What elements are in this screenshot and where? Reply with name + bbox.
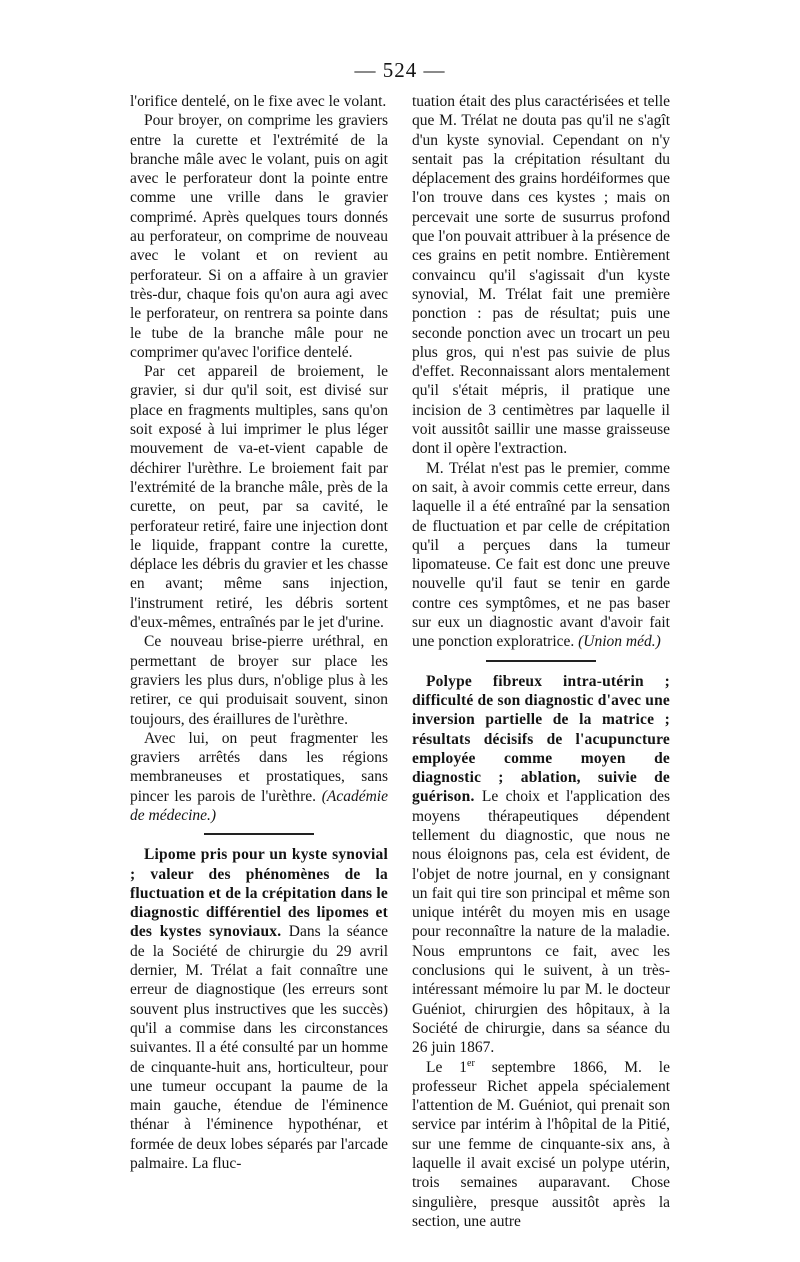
- paragraph-text: septembre 1866, M. le professeur Richet appela spécialement l'attention de M. Guéniot, qui prenait son service par intérim à l'hôpital de la Pitié, sur une femme de cinquante-six ans, à laquelle il avait excisé un polype utérin, trois semaines auparavant. Chose singulière, presque aussitôt après la section, une autre: [412, 1058, 670, 1230]
- paragraph-lead: Le 1: [426, 1058, 468, 1076]
- paragraph-text: Avec lui, on peut fragmenter les graviers arrêtés dans les régions membraneuses et prostatiques, sans pincer les parois de l'urèthre.: [130, 729, 388, 805]
- section-divider: [486, 660, 596, 662]
- paragraph: tuation était des plus caractérisées et telle que M. Trélat ne douta pas qu'il ne s'agît d'un kyste synovial. Cependant on n'y sentait pas la crépitation résultant du déplacement des grains hordéiformes que l'on trouve dans ces kystes ; mais on percevait une sorte de susurrus profond que l'on pouvait attribuer à la présence de ces grains en petit nombre. Entièrement convaincu qu'il s'agissait d'un kyste synovial, M. Trélat fait une première ponction : pas de résultat; puis une seconde ponction avec un trocart un peu plus gros, qui n'est pas suivie de plus d'effet. Reconnaissant alors mentalement qu'il s'était mépris, il pratique une incision de 3 centimètres par laquelle il voit aussitôt saillir une masse graisseuse dont il opère l'extraction.: [412, 93, 671, 458]
- paragraph: [412, 1058, 670, 1232]
- article-body: Le choix et l'application des moyens thérapeutiques dépendent tellement du diagnostic, que nous ne nous éloignons pas, cela est évident, de l'objet de notre journal, en y consignant un fait qui tire son principal et même son unique intérêt du moyen mis en usage pour reconnaître la nature de la maladie. Nous empruntons ce fait, avec les conclusions qui le suivent, à un très-intéressant mémoire lu par M. le docteur Guéniot, chirurgien des hôpitaux, à la Société de chirurgie, dans sa séance du 26 juin 1867.: [412, 788, 670, 1057]
- source-citation: (Académie de médecine.): [130, 787, 388, 824]
- paragraph: Pour broyer, on comprime les graviers entre la curette et l'extrémité de la branche mâle avec le volant, puis on agit avec le perforateur dont la pointe entre comme une vrille dans le gravier comprimé. Après quelques tours donnés au perforateur, on comprime de nouveau avec le volant et on revient au perforateur. Si on a affaire à un gravier très-dur, chaque fois qu'on aura agi avec le perforateur, on rentrera sa pointe dans le tube de la branche mâle pour ne comprimer qu'avec l'orifice dentelé.: [130, 112, 388, 361]
- paragraph: [412, 459, 670, 652]
- article-heading: Lipome pris pour un kyste synovial ; valeur des phénomènes de la fluctuation et de la crépitation dans le diagnostic différentiel des lipomes et des kystes synoviaux.: [130, 846, 388, 941]
- paragraph: Par cet appareil de broiement, le gravier, si dur qu'il soit, est divisé sur place en fragments multiples, sans qu'on soit exposé à lui imprimer le plus léger mouvement de va-et-vient capable de déchirer l'urèthre. Le broiement fait par l'extrémité de la branche mâle, près de la curette, on peut, par sa cavité, le perforateur retiré, faire une injection dont le liquide, frappant contre la curette, déplace les débris du gravier et les chasse en avant; même sans injection, l'instrument retiré, les débris sortent d'eux-mêmes, entraînés par le jet d'urine.: [130, 363, 388, 632]
- left-column: [130, 92, 388, 1173]
- section-divider: [204, 833, 314, 835]
- article-paragraph: [130, 845, 388, 1173]
- paragraph: Ce nouveau brise-pierre uréthral, en permettant de broyer sur place les graviers les plus durs, n'oblige plus à les retirer, ce qui produisait souvent, sinon toujours, des éraillures de l'urèthre.: [130, 633, 388, 728]
- article-body: Dans la séance de la Société de chirurgie du 29 avril dernier, M. Trélat a fait connaître une erreur de diagnostique (les erreurs sont souvent plus instructives que les succès) qu'il a commise dans les circonstances suivantes. Il a été consulté par un homme de cinquante-huit ans, horticulteur, pour une tumeur occupant la paume de la main gauche, étendue de l'éminence thénar à l'éminence hypothénar, et formée de deux lobes séparés par l'arcade palmaire. La fluc-: [130, 923, 388, 1173]
- article-heading: Polype fibreux intra-utérin ; difficulté de son diagnostic d'avec une inversion partielle de la matrice ; résultats décisifs de l'acupuncture employée comme moyen de diagnostic ; ablation, suivie de guérison.: [412, 672, 670, 806]
- page-number: — 524 —: [354, 58, 446, 82]
- paragraph: l'orifice dentelé, on le fixe avec le volant.: [130, 93, 387, 110]
- source-citation: (Union méd.): [578, 633, 661, 651]
- right-column: [412, 92, 670, 1231]
- paragraph-text: M. Trélat n'est pas le premier, comme on sait, à avoir commis cette erreur, dans laquelle il a été entraîné par la sensation de fluctuation et par celle de crépitation qu'il a perçues dans la tumeur lipomateuse. Ce fait est donc une preuve nouvelle qu'il faut se tenir en garde contre ces symptômes, et ne pas baser sur eux un diagnostic avant d'avoir fait une ponction exploratrice.: [412, 459, 670, 651]
- article-paragraph: [412, 672, 670, 1058]
- ordinal-suffix: er: [467, 1057, 475, 1069]
- paragraph: [130, 729, 388, 825]
